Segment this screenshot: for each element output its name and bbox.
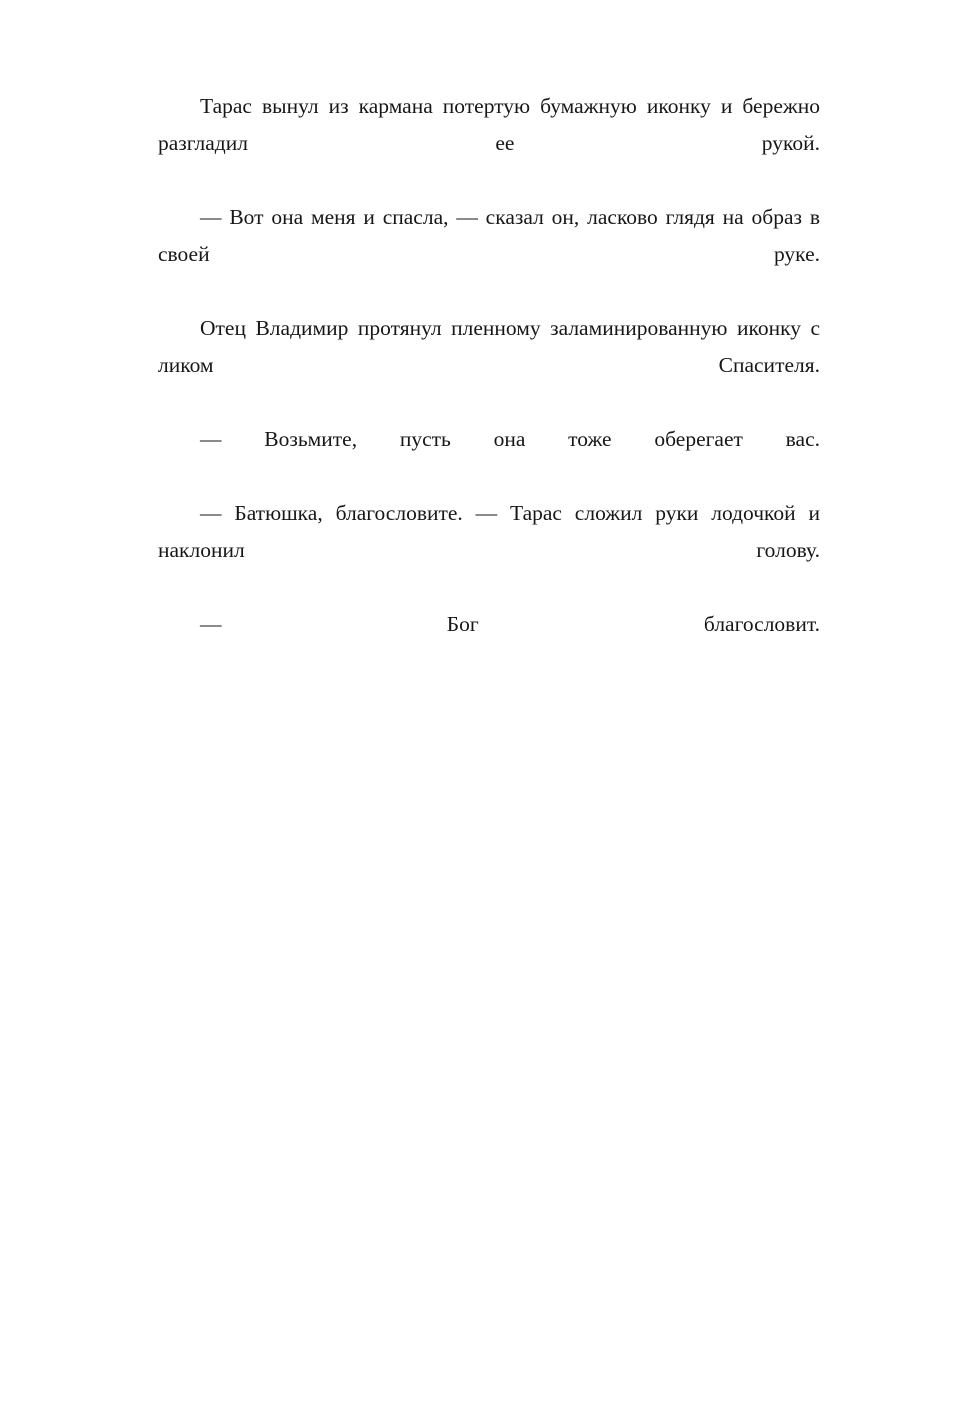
page-text-block [158, 88, 820, 680]
paragraph: — Возьмите, пусть она тоже оберегает вас. [200, 426, 820, 451]
paragraph: Тарас вынул из кармана потертую бумажную иконку и бережно разгладил ее рукой. [158, 94, 820, 155]
paragraph: — Батюшка, благословите. — Тарас сложил руки лодочкой и наклонил голову. [158, 500, 820, 562]
paragraph: — Бог благословит. [200, 611, 820, 636]
paragraph: — Вот она меня и спасла, — сказал он, ласково глядя на образ в своей руке. [158, 204, 820, 266]
paragraph: Отец Владимир протянул пленному заламинированную иконку с ликом Спасителя. [158, 315, 820, 377]
